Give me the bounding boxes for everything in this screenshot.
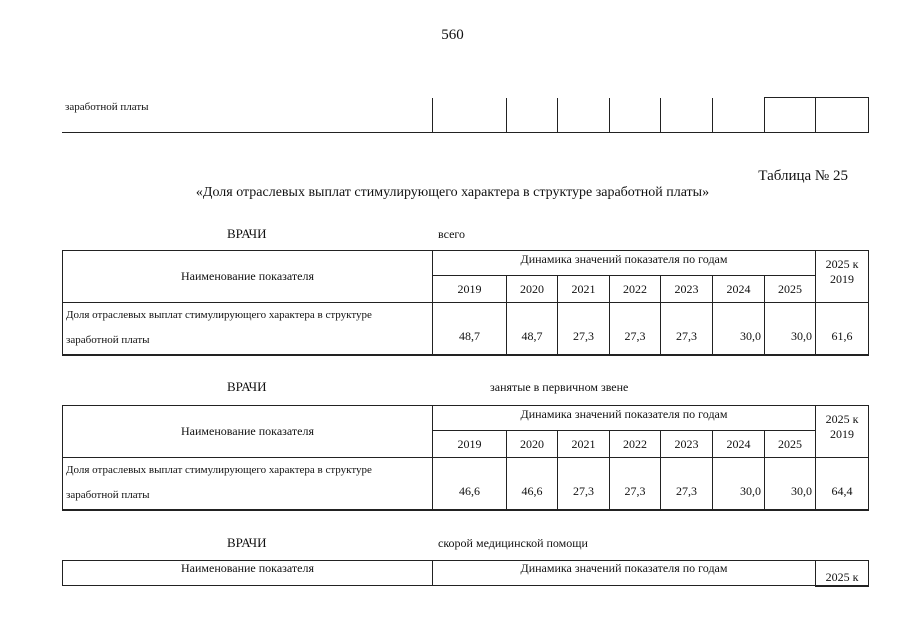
- value-2020: 46,6: [507, 458, 558, 510]
- year-2024: 2024: [713, 276, 765, 303]
- header-dynamics: Динамика значений показателя по годам: [433, 406, 816, 431]
- row-name: Доля отраслевых выплат стимулирующего характера в структуре заработной платы: [63, 458, 433, 510]
- indicator-table-3: [62, 560, 869, 587]
- year-2023: 2023: [661, 276, 713, 303]
- table-number: Таблица № 25: [758, 168, 848, 184]
- year-2022: 2022: [610, 431, 661, 458]
- header-name-column: Наименование показателя: [63, 561, 433, 586]
- value-2025: 30,0: [765, 458, 816, 510]
- value-2019: 46,6: [433, 458, 507, 510]
- value-2022: 27,3: [610, 458, 661, 510]
- previous-table-fragment: [62, 97, 869, 133]
- year-2020: 2020: [507, 276, 558, 303]
- value-total: 61,6: [816, 303, 869, 355]
- year-2023: 2023: [661, 431, 713, 458]
- indicator-table-2: [62, 405, 869, 511]
- year-2025: 2025: [765, 276, 816, 303]
- value-2025: 30,0: [765, 303, 816, 355]
- value-total: 64,4: [816, 458, 869, 510]
- page-number: 560: [441, 27, 464, 43]
- year-2019: 2019: [433, 276, 507, 303]
- value-2021: 27,3: [558, 303, 610, 355]
- section-1-group: ВРАЧИ: [227, 226, 267, 241]
- header-name-column: Наименование показателя: [63, 251, 433, 303]
- year-2019: 2019: [433, 431, 507, 458]
- header-total: 2025 к 2019: [816, 406, 869, 458]
- indicator-table-1: [62, 250, 869, 356]
- section-1-subgroup: всего: [438, 227, 466, 241]
- value-2024: 30,0: [713, 303, 765, 355]
- header-dynamics: Динамика значений показателя по годам: [433, 561, 816, 586]
- year-2020: 2020: [507, 431, 558, 458]
- year-2025: 2025: [765, 431, 816, 458]
- value-2024: 30,0: [713, 458, 765, 510]
- year-2021: 2021: [558, 431, 610, 458]
- header-total: 2025 к: [816, 561, 869, 586]
- header-name-column: Наименование показателя: [63, 406, 433, 458]
- section-3-group: ВРАЧИ: [227, 535, 267, 550]
- value-2019: 48,7: [433, 303, 507, 355]
- value-2021: 27,3: [558, 458, 610, 510]
- header-dynamics: Динамика значений показателя по годам: [433, 251, 816, 276]
- section-2-group: ВРАЧИ: [227, 379, 267, 394]
- section-2-subgroup: занятые в первичном звене: [490, 380, 629, 394]
- year-2024: 2024: [713, 431, 765, 458]
- value-2023: 27,3: [661, 458, 713, 510]
- fragment-row-label: заработной платы: [62, 98, 432, 133]
- value-2022: 27,3: [610, 303, 661, 355]
- year-2021: 2021: [558, 276, 610, 303]
- header-total: 2025 к 2019: [816, 251, 869, 303]
- row-name: Доля отраслевых выплат стимулирующего характера в структуре заработной платы: [63, 303, 433, 355]
- value-2023: 27,3: [661, 303, 713, 355]
- table-title: «Доля отраслевых выплат стимулирующего характера в структуре заработной платы»: [195, 185, 710, 200]
- year-2022: 2022: [610, 276, 661, 303]
- section-3-subgroup: скорой медицинской помощи: [438, 536, 588, 550]
- value-2020: 48,7: [507, 303, 558, 355]
